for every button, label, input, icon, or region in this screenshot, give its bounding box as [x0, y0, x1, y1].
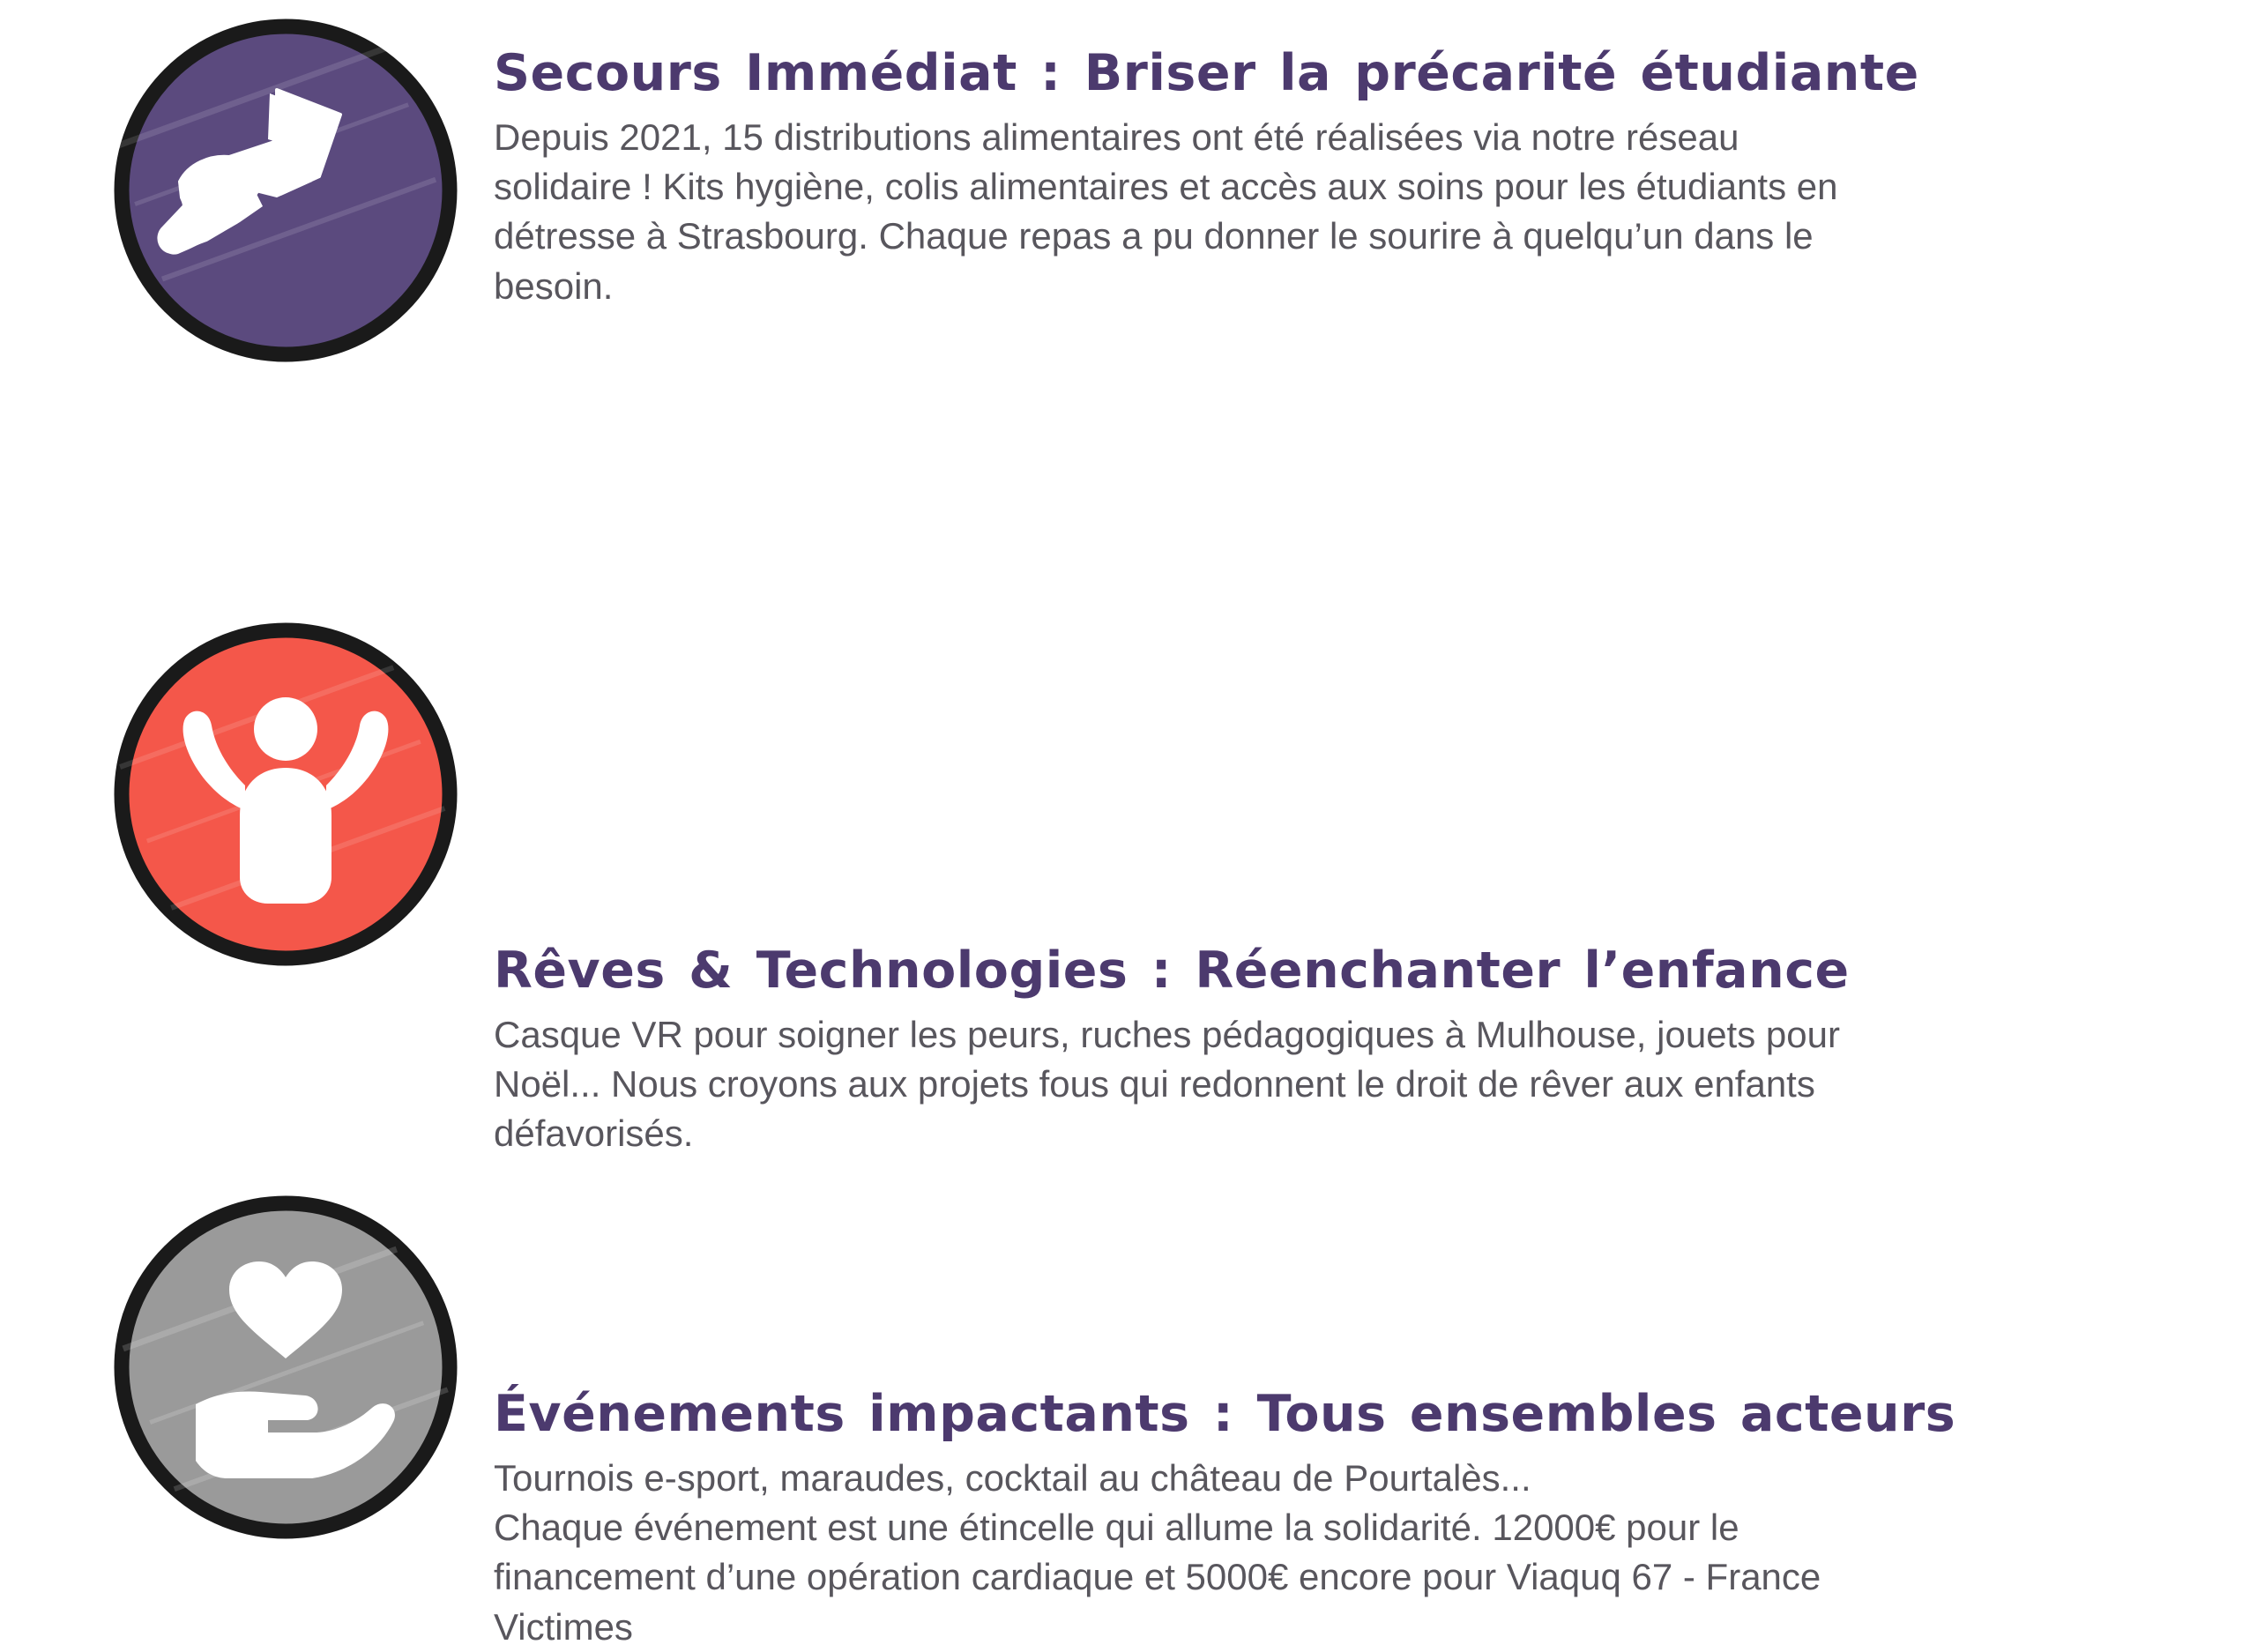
feature-title: Événements impactants : Tous ensembles acteurs: [494, 1385, 1956, 1443]
feature-description: [494, 1454, 2072, 1652]
hand-holding-heart-icon: [104, 1186, 467, 1549]
feature-item: [0, 0, 2257, 564]
feature-description-line: Casque VR pour soigner les peurs, ruches pédagogiques à Mulhouse, jouets pour: [494, 1013, 1840, 1055]
handshake-helping-hands-icon: [104, 9, 467, 372]
feature-text-container: [494, 564, 2257, 1159]
feature-text-container: [494, 1133, 2257, 1652]
feature-item: [0, 1133, 2257, 1648]
feature-description-line: Tournois e-sport, maraudes, cocktail au château de Pourtalès...: [494, 1456, 1531, 1499]
feature-icon-container: [0, 564, 494, 976]
feature-description-line: besoin.: [494, 264, 614, 307]
feature-title: Rêves & Technologies : Réenchanter l’enfance: [494, 941, 1850, 1000]
feature-title: Secours Immédiat : Briser la précarité étudiante: [494, 44, 1919, 102]
feature-description-line: Victimes: [494, 1605, 633, 1648]
feature-description: [494, 113, 2072, 311]
feature-description-line: défavorisés.: [494, 1112, 694, 1155]
feature-icon-container: [0, 1133, 494, 1549]
feature-description-line: Noël... Nous croyons aux projets fous qui redonnent le droit de rêver aux enfants: [494, 1063, 1815, 1105]
feature-item: [0, 564, 2257, 1155]
feature-description-line: solidaire ! Kits hygiène, colis alimentaires et accès aux soins pour les étudiants en: [494, 166, 1838, 208]
feature-description-line: Depuis 2021, 15 distributions alimentaires ont été réalisées via notre réseau: [494, 115, 1739, 158]
feature-description-line: Chaque événement est une étincelle qui allume la solidarité. 12000€ pour le: [494, 1507, 1739, 1549]
feature-icon-container: [0, 9, 494, 372]
feature-description-line: détresse à Strasbourg. Chaque repas a pu donner le sourire à quelqu’un dans le: [494, 215, 1814, 257]
person-arms-raised-icon: [104, 613, 467, 976]
feature-text-container: [494, 9, 2257, 311]
feature-description-line: financement d’une opération cardiaque et 5000€ encore pour Viaquq 67 - France: [494, 1556, 1821, 1598]
